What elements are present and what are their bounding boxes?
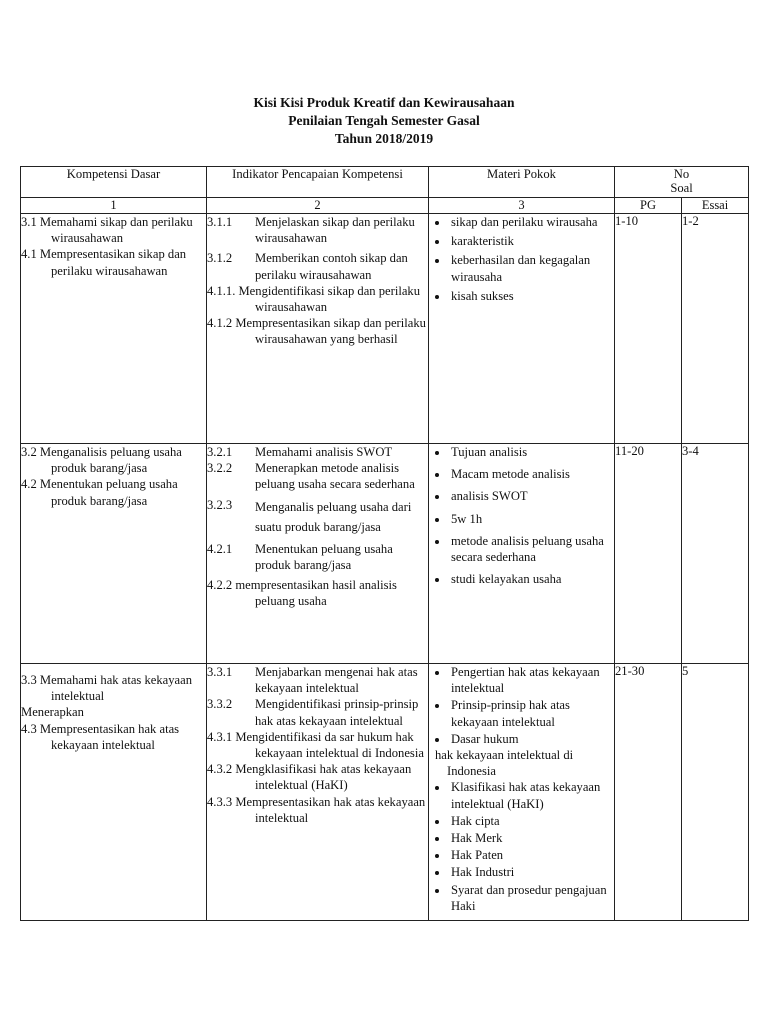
- indikator-cell: [207, 664, 429, 921]
- header-soal: Soal: [670, 181, 693, 195]
- materi-item: • Hak cipta: [449, 813, 614, 829]
- table-row: [21, 444, 749, 664]
- indikator-item: 3.2.2 Menerapkan metode analisis peluang usaha secara sederhana: [207, 461, 415, 492]
- kompetensi-dasar-cell: [21, 444, 207, 664]
- indikator-item: 4.3.3 Mempresentasikan hak atas kekayaan intelektual: [207, 794, 426, 825]
- doc-title: Kisi Kisi Produk Kreatif dan Kewirausahaan: [253, 95, 515, 110]
- materi-item: • kisah sukses: [449, 288, 614, 304]
- materi-item: • sikap dan perilaku wirausaha: [449, 214, 614, 230]
- materi-item: • keberhasilan dan kegagalan wirausaha: [449, 252, 614, 284]
- indikator-item: 3.3.2 Mengidentifikasi prinsip-prinsip hak atas kekayaan intelektual: [207, 697, 419, 728]
- materi-item: • Tujuan analisis: [449, 444, 614, 460]
- materi-note: hak kekayaan intelektual di Indonesia: [435, 748, 574, 779]
- materi-item: • Dasar hukum: [449, 731, 614, 747]
- indikator-item: 4.2.2 mempresentasikan hasil analisis peluang usaha: [207, 578, 397, 609]
- kd-item: 3.2 Menganalisis peluang usaha produk barang/jasa: [21, 445, 182, 476]
- materi-item: • Prinsip-prinsip hak atas kekayaan intelektual: [449, 697, 614, 729]
- essai-cell: 1-2: [682, 214, 749, 444]
- header-materi: Materi Pokok: [429, 167, 615, 198]
- materi-item: • metode analisis peluang usaha secara sederhana: [449, 533, 614, 565]
- header-essai: Essai: [682, 198, 749, 214]
- materi-item: • Hak Industri: [449, 864, 614, 880]
- materi-item: • Hak Paten: [449, 847, 614, 863]
- pg-cell: 21-30: [615, 664, 682, 921]
- materi-cell: [429, 444, 615, 664]
- materi-item: • studi kelayakan usaha: [449, 571, 614, 587]
- indikator-item: 4.1.2 Mempresentasikan sikap dan perilaku wirausahawan yang berhasil: [207, 316, 426, 347]
- materi-item: • 5w 1h: [449, 511, 614, 527]
- kd-item: 4.2 Menentukan peluang usaha produk barang/jasa: [21, 477, 178, 508]
- indikator-item: 4.3.1 Mengidentifikasi da sar hukum hak kekayaan intelektual di Indonesia: [207, 729, 424, 761]
- indikator-item: 4.3.2 Mengklasifikasi hak atas kekayaan intelektual (HaKI): [207, 762, 412, 793]
- kompetensi-dasar-cell: [21, 214, 207, 444]
- doc-subtitle: Penilaian Tengah Semester Gasal: [288, 113, 480, 128]
- header-indikator: Indikator Pencapaian Kompetensi: [207, 167, 429, 198]
- number-row: [21, 198, 749, 214]
- materi-item: • Syarat dan prosedur pengajuan Haki: [449, 882, 614, 914]
- header-row: [21, 167, 749, 198]
- indikator-cell: [207, 444, 429, 664]
- materi-item: • analisis SWOT: [449, 488, 614, 504]
- doc-year: Tahun 2018/2019: [334, 131, 434, 146]
- col-number-2: 2: [207, 198, 429, 214]
- indikator-cell: [207, 214, 429, 444]
- table-row: [21, 664, 749, 921]
- col-number-3: 3: [429, 198, 615, 214]
- kd-item: 3.1 Memahami sikap dan perilaku wirausahawan: [21, 215, 193, 246]
- kisi-kisi-table: [20, 166, 749, 921]
- kd-item: Menerapkan: [21, 705, 84, 720]
- indikator-item: 4.2.1 Menentukan peluang usaha produk barang/jasa: [207, 541, 393, 572]
- indikator-item: 3.2.1 Memahami analisis SWOT: [207, 445, 393, 459]
- header-pg: PG: [615, 198, 682, 214]
- pg-cell: 1-10: [615, 214, 682, 444]
- materi-item: • Klasifikasi hak atas kekayaan intelektual (HaKI): [449, 779, 614, 811]
- essai-cell: 5: [682, 664, 749, 921]
- table-row: [21, 214, 749, 444]
- indikator-item: 3.3.1 Menjabarkan mengenai hak atas kekayaan intelektual: [207, 665, 418, 696]
- kd-item: 3.3 Memahami hak atas kekayaan intelektual: [21, 673, 192, 704]
- kd-item: 4.1 Mempresentasikan sikap dan perilaku wirausahawan: [21, 247, 187, 278]
- materi-item: • Macam metode analisis: [449, 466, 614, 482]
- essai-cell: 3-4: [682, 444, 749, 664]
- indikator-item: 3.1.1 Menjelaskan sikap dan perilaku wirausahawan: [207, 215, 415, 246]
- materi-cell: [429, 664, 615, 921]
- materi-item: • karakteristik: [449, 233, 614, 249]
- col-number-1: 1: [21, 198, 207, 214]
- kd-item: 4.3 Mempresentasikan hak atas kekayaan intelektual: [21, 721, 180, 752]
- header-no-soal: [615, 167, 749, 198]
- indikator-item: 3.1.2 Memberikan contoh sikap dan perilaku wirausahawan: [207, 251, 408, 282]
- kompetensi-dasar-cell: [21, 664, 207, 921]
- header-no: No: [673, 167, 690, 181]
- pg-cell: 11-20: [615, 444, 682, 664]
- header-kompetensi-dasar: Kompetensi Dasar: [21, 167, 207, 198]
- materi-item: • Pengertian hak atas kekayaan intelektual: [449, 664, 614, 696]
- indikator-item: 4.1.1. Mengidentifikasi sikap dan perilaku wirausahawan: [207, 283, 420, 315]
- materi-cell: [429, 214, 615, 444]
- materi-item: • Hak Merk: [449, 830, 614, 846]
- indikator-item: 3.2.3 Menganalis peluang usaha dari suatu produk barang/jasa: [207, 497, 412, 534]
